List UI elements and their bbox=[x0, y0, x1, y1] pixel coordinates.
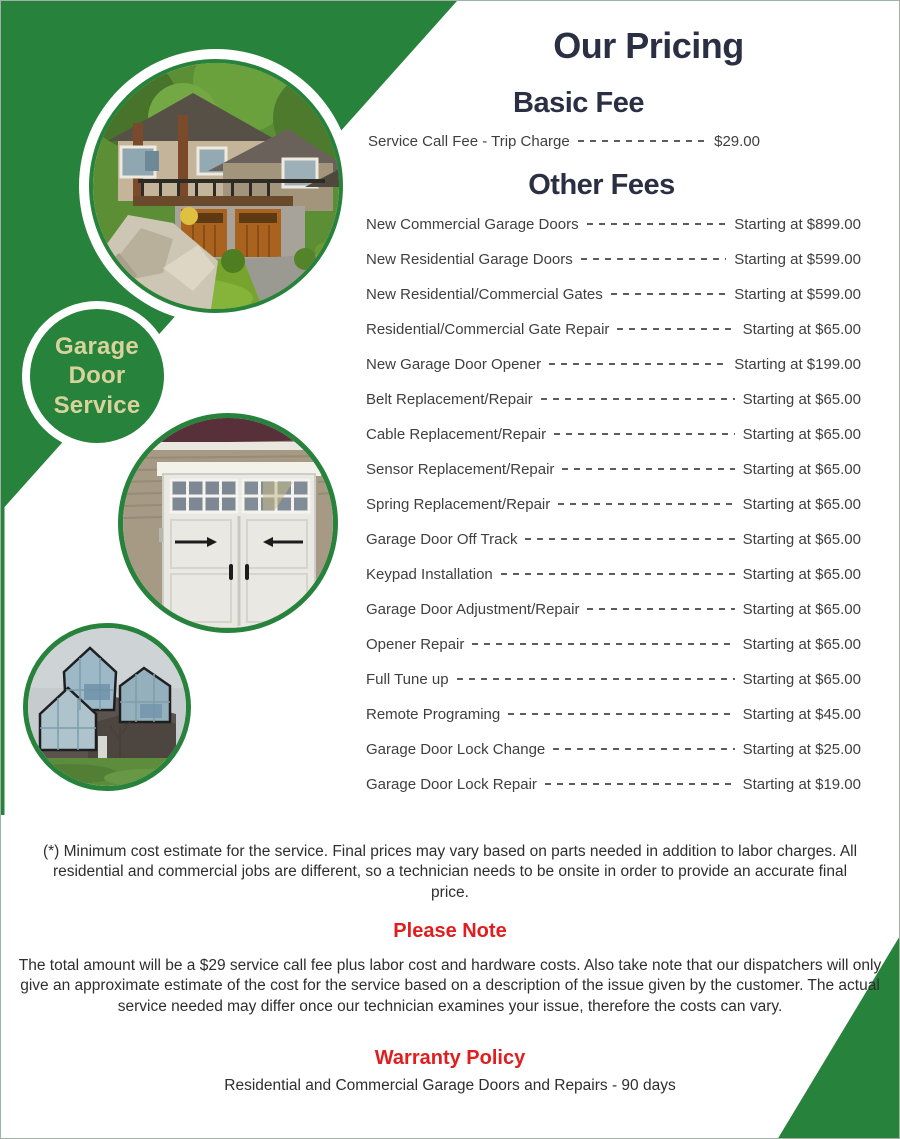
warranty-policy-heading: Warranty Policy bbox=[374, 1047, 526, 1069]
fee-label: Cable Replacement/Repair bbox=[366, 426, 547, 443]
dash-leader bbox=[562, 468, 734, 470]
fee-label: Garage Door Lock Repair bbox=[366, 776, 537, 793]
basic-fee-heading: Basic Fee bbox=[513, 87, 644, 119]
garage-door-illustration bbox=[123, 418, 333, 628]
fee-row bbox=[366, 452, 861, 487]
dash-leader bbox=[578, 140, 706, 142]
fee-price: Starting at $65.00 bbox=[742, 566, 861, 583]
fee-row bbox=[366, 627, 861, 662]
fee-price: Starting at $25.00 bbox=[742, 741, 861, 758]
dash-leader bbox=[611, 293, 726, 295]
fee-row bbox=[366, 347, 861, 382]
fee-row bbox=[366, 207, 861, 242]
fee-label: Keypad Installation bbox=[366, 566, 493, 583]
fee-label: Residential/Commercial Gate Repair bbox=[366, 321, 610, 338]
fee-label: Service Call Fee - Trip Charge bbox=[368, 133, 570, 150]
dash-leader bbox=[508, 713, 734, 715]
dash-leader bbox=[558, 503, 734, 505]
fee-price: Starting at $65.00 bbox=[742, 636, 861, 653]
fee-label: Garage Door Adjustment/Repair bbox=[366, 601, 580, 618]
fee-price: $29.00 bbox=[714, 133, 760, 150]
other-fees-heading: Other Fees bbox=[528, 169, 675, 201]
fee-label: Garage Door Lock Change bbox=[366, 741, 546, 758]
dash-leader bbox=[525, 538, 734, 540]
fee-price: Starting at $65.00 bbox=[742, 496, 861, 513]
dash-leader bbox=[581, 258, 726, 260]
fee-label: Remote Programing bbox=[366, 706, 501, 723]
building-illustration bbox=[28, 628, 186, 786]
fee-row bbox=[366, 522, 861, 557]
fee-price: Starting at $45.00 bbox=[742, 706, 861, 723]
fee-row bbox=[366, 557, 861, 592]
basic-fee-row bbox=[368, 133, 760, 150]
fee-price: Starting at $899.00 bbox=[734, 216, 861, 233]
garage-door-photo bbox=[118, 413, 338, 633]
house-photo bbox=[89, 59, 343, 313]
fee-row bbox=[366, 662, 861, 697]
fee-price: Starting at $65.00 bbox=[742, 391, 861, 408]
fee-row bbox=[366, 697, 861, 732]
dash-leader bbox=[587, 223, 727, 225]
dash-leader bbox=[554, 433, 734, 435]
disclaimer-text: (*) Minimum cost estimate for the service. Final prices may vary based on parts needed in addition to labor charges. All residential and commercial jobs are different, so a technician needs to be onsite in order to provide an accurate final price. bbox=[42, 843, 858, 901]
left-edge-strip bbox=[1, 497, 5, 815]
fee-row bbox=[366, 592, 861, 627]
fee-price: Starting at $65.00 bbox=[742, 531, 861, 548]
fee-label: New Commercial Garage Doors bbox=[366, 216, 579, 233]
dash-leader bbox=[587, 608, 734, 610]
fee-price: Starting at $199.00 bbox=[734, 356, 861, 373]
building-photo bbox=[23, 623, 191, 791]
fee-label: New Garage Door Opener bbox=[366, 356, 542, 373]
fee-label: Spring Replacement/Repair bbox=[366, 496, 551, 513]
fee-label: New Residential/Commercial Gates bbox=[366, 286, 603, 303]
badge-line: Garage bbox=[55, 333, 139, 361]
fee-label: Sensor Replacement/Repair bbox=[366, 461, 555, 478]
dash-leader bbox=[457, 678, 735, 680]
fee-price: Starting at $19.00 bbox=[742, 776, 861, 793]
fee-label: Garage Door Off Track bbox=[366, 531, 518, 548]
warranty-policy-text: Residential and Commercial Garage Doors and Repairs - 90 days bbox=[224, 1077, 676, 1094]
fee-row bbox=[366, 732, 861, 767]
fee-price: Starting at $65.00 bbox=[742, 321, 861, 338]
fee-price: Starting at $65.00 bbox=[742, 601, 861, 618]
fee-label: Full Tune up bbox=[366, 671, 449, 688]
dash-leader bbox=[472, 643, 734, 645]
fee-row bbox=[366, 312, 861, 347]
fee-row bbox=[366, 242, 861, 277]
fee-price: Starting at $599.00 bbox=[734, 286, 861, 303]
dash-leader bbox=[617, 328, 734, 330]
other-fees-list bbox=[366, 207, 861, 802]
fee-row bbox=[366, 767, 861, 802]
dash-leader bbox=[545, 783, 735, 785]
garage-door-service-badge bbox=[30, 309, 164, 443]
fee-row bbox=[366, 382, 861, 417]
please-note-text: The total amount will be a $29 service call fee plus labor cost and hardware costs. Also take note that our dispatchers will only give an approximate estimate of the cost for the service based on a description of the issue given by the customer. The actual service needed may differ once our technician examines your issue, therefore the costs can vary. bbox=[18, 957, 882, 1015]
fee-row bbox=[366, 417, 861, 452]
badge-line: Door bbox=[68, 362, 126, 390]
fee-price: Starting at $65.00 bbox=[742, 426, 861, 443]
dash-leader bbox=[541, 398, 735, 400]
fee-row bbox=[366, 277, 861, 312]
fee-price: Starting at $65.00 bbox=[742, 671, 861, 688]
fee-price: Starting at $65.00 bbox=[742, 461, 861, 478]
badge-line: Service bbox=[53, 391, 141, 419]
dash-leader bbox=[553, 748, 734, 750]
page-title: Our Pricing bbox=[553, 25, 744, 66]
dash-leader bbox=[501, 573, 735, 575]
fee-label: New Residential Garage Doors bbox=[366, 251, 573, 268]
dash-leader bbox=[549, 363, 726, 365]
fee-label: Belt Replacement/Repair bbox=[366, 391, 533, 408]
fee-price: Starting at $599.00 bbox=[734, 251, 861, 268]
fee-label: Opener Repair bbox=[366, 636, 465, 653]
house-photo-illustration bbox=[93, 63, 339, 309]
please-note-heading: Please Note bbox=[393, 920, 507, 942]
fee-row bbox=[366, 487, 861, 522]
